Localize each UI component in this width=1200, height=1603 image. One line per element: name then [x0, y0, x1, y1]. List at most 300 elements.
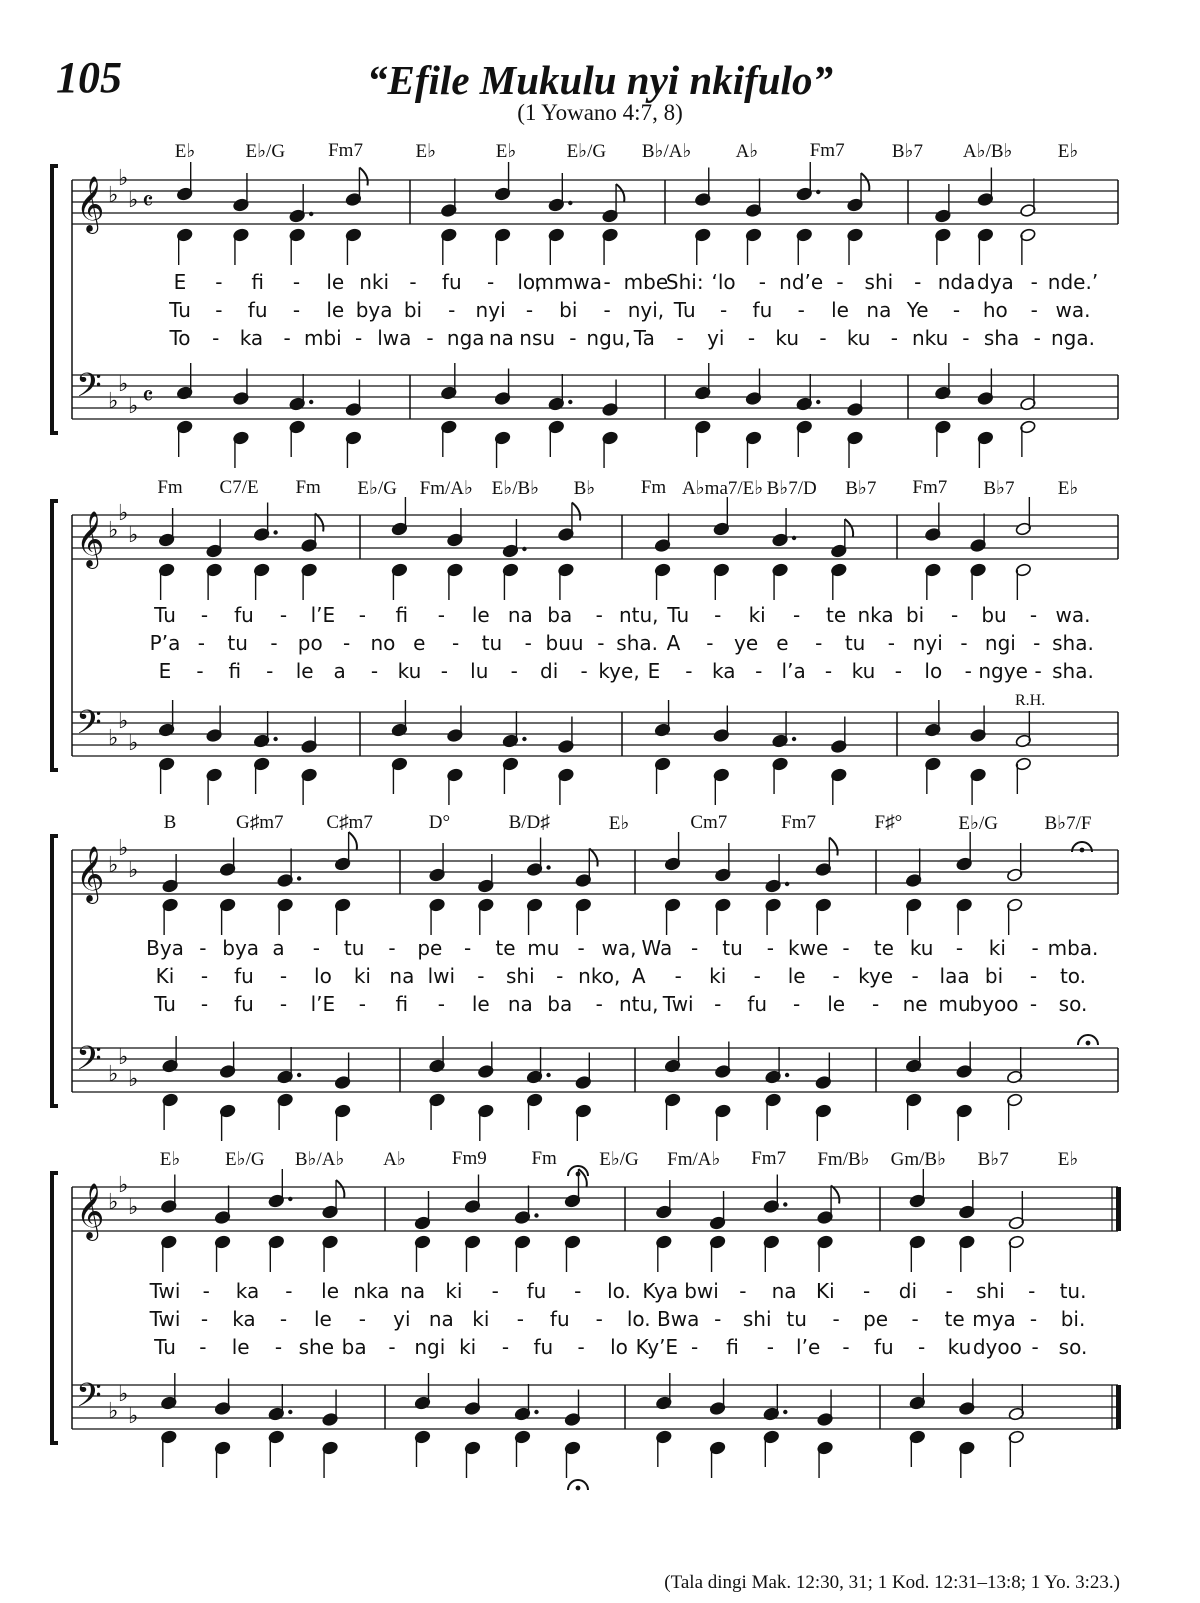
key-flat: ♭ — [108, 1190, 119, 1215]
chord-symbol: Fm/A♭ — [667, 1149, 721, 1170]
chord-symbol: E♭ — [174, 141, 196, 162]
chord-symbol: E♭ — [159, 1149, 181, 1170]
lyric-hyphen: - — [911, 1307, 919, 1331]
lyric-syllable: Tu — [154, 603, 176, 627]
lyric-syllable: bu — [981, 603, 1007, 627]
chord-symbol: B♭7/D — [766, 478, 817, 499]
lyric-hyphen: - — [824, 659, 833, 683]
lyric-hyphen: - — [358, 1307, 366, 1331]
lyric-syllable: wa, — [601, 936, 637, 960]
lyric-hyphen: - — [955, 936, 964, 960]
dot — [546, 865, 550, 869]
lyric-hyphen: - — [200, 992, 209, 1016]
lyric-hyphen: - — [887, 631, 895, 655]
lyric-hyphen: - — [279, 603, 288, 627]
lyric-syllable: fu — [752, 298, 773, 322]
lyric-syllable: Ky’E — [635, 1335, 679, 1359]
lyric-hyphen: - — [706, 631, 714, 655]
lyric-hyphen: - — [200, 603, 209, 627]
lyric-syllable: nda — [937, 270, 976, 294]
dot — [522, 737, 526, 741]
chord-symbol: E♭/B♭ — [491, 478, 540, 499]
lyric-syllable: she — [298, 1335, 335, 1359]
lyric-syllable: ka — [235, 1279, 260, 1303]
lyric-syllable: fu — [873, 1335, 894, 1359]
lyric-hyphen: - — [815, 631, 823, 655]
chord-symbol: B♭7 — [983, 478, 1015, 499]
lyric-syllable: sha — [983, 326, 1020, 350]
lyric-hyphen: - — [819, 326, 827, 350]
chord-symbol: A♭ma7/E♭ — [681, 478, 764, 499]
lyric-syllable: Shi: — [665, 270, 704, 294]
lyric-syllable: To — [169, 326, 191, 350]
lyric-hyphen: - — [832, 1307, 840, 1331]
treble-clef: 𝄞 — [76, 1183, 105, 1239]
lyric-syllable: e — [776, 631, 789, 655]
lyric-hyphen: - — [1033, 631, 1041, 655]
bass-clef: 𝄢 — [76, 1040, 102, 1086]
chord-symbol: Fm9 — [451, 1148, 487, 1169]
system-bracket — [52, 1173, 58, 1443]
lyric-syllable: sha. — [616, 631, 659, 655]
dot — [297, 1073, 301, 1077]
lyric-hyphen: - — [270, 631, 278, 655]
lyric-syllable: lo, — [517, 270, 542, 294]
lyric-hyphen: - — [464, 936, 472, 960]
lyric-syllable: bi. — [1060, 1307, 1086, 1331]
lyric-syllable: ki — [353, 964, 371, 988]
lyric-hyphen: - — [691, 1335, 699, 1359]
lyric-syllable: kye, — [598, 659, 640, 683]
lyric-syllable: byoo — [969, 992, 1019, 1016]
key-flat: ♭ — [108, 518, 119, 543]
lyric-syllable: fi — [726, 1335, 739, 1359]
lyric-syllable: sha. — [1052, 631, 1094, 655]
lyric-hyphen: - — [1030, 270, 1038, 294]
lyric-hyphen: - — [524, 631, 532, 655]
lyric-hyphen: - — [685, 659, 693, 683]
treble-staff — [72, 515, 1118, 559]
lyric-hyphen: - — [580, 659, 588, 683]
lyric-hyphen: - — [215, 270, 223, 294]
lyric-syllable: bi — [559, 298, 578, 322]
bass-staff — [72, 375, 1118, 419]
lyric-hyphen: - — [274, 1335, 283, 1359]
lyric-hyphen: - — [266, 659, 274, 683]
treble-clef: 𝄞 — [76, 511, 105, 567]
lyric-syllable: fu — [533, 1335, 554, 1359]
chord-symbol: Gm/B♭ — [890, 1149, 947, 1170]
key-flat: ♭ — [128, 1067, 139, 1092]
hymn-title: “Efile Mukulu nyi nkifulo” — [367, 57, 833, 103]
lyric-hyphen: - — [674, 964, 682, 988]
lyric-syllable: ba — [547, 603, 573, 627]
key-flat: ♭ — [108, 726, 119, 751]
key-flat: ♭ — [118, 709, 129, 734]
dot — [534, 1213, 538, 1217]
lyric-syllable: so. — [1058, 992, 1088, 1016]
lyric-syllable: ba — [547, 992, 573, 1016]
lyric-syllable: Wa — [641, 936, 673, 960]
lyric-syllable: E — [647, 659, 661, 683]
key-flat: ♭ — [128, 1195, 139, 1220]
lyric-syllable: l’e — [796, 1335, 821, 1359]
dot — [288, 1410, 292, 1414]
lyric-syllable: so. — [1058, 1335, 1088, 1359]
lyric-syllable: Bwa — [657, 1307, 700, 1331]
lyric-syllable: ngye — [978, 659, 1028, 683]
final-barline — [1116, 1187, 1121, 1231]
key-flat: ♭ — [118, 1173, 129, 1198]
lyric-hyphen: - — [370, 659, 379, 683]
chord-symbol: F♯° — [874, 812, 903, 833]
lyric-hyphen: - — [755, 659, 763, 683]
lyric-syllable: no — [370, 631, 396, 655]
lyric-syllable: lwi — [427, 964, 456, 988]
lyric-hyphen: - — [691, 936, 699, 960]
key-flat: ♭ — [118, 1382, 129, 1407]
lyric-syllable: nd’e — [779, 270, 824, 294]
lyric-hyphen: - — [832, 964, 840, 988]
lyric-hyphen: - — [510, 659, 518, 683]
lyric-syllable: fi — [251, 270, 264, 294]
lyric-hyphen: - — [197, 631, 205, 655]
lyric-hyphen: - — [212, 326, 220, 350]
chord-symbol: A♭ — [735, 141, 759, 162]
dot — [273, 737, 277, 741]
lyric-hyphen: - — [200, 1307, 209, 1331]
lyric-hyphen: - — [279, 992, 288, 1016]
lyric-syllable: ‘lo — [711, 270, 736, 294]
treble-clef: 𝄞 — [76, 846, 105, 902]
lyric-hyphen: - — [388, 1335, 396, 1359]
lyric-hyphen: - — [863, 1279, 871, 1303]
lyric-hyphen: - — [797, 298, 805, 322]
lyric-syllable: bi — [905, 603, 925, 627]
lyric-syllable: le — [471, 992, 490, 1016]
note-flag — [579, 1169, 587, 1187]
dot — [273, 530, 277, 534]
lyric-hyphen: - — [758, 270, 766, 294]
lyric-syllable: A — [666, 631, 681, 655]
key-flat: ♭ — [108, 1062, 119, 1087]
lyric-syllable: le — [831, 298, 849, 322]
chord-symbol: B♭7 — [845, 478, 877, 499]
lyric-hyphen: - — [451, 631, 460, 655]
lyric-syllable: nka — [353, 1279, 390, 1303]
lyric-syllable: l’E — [310, 603, 336, 627]
lyric-hyphen: - — [595, 1307, 603, 1331]
dot — [783, 1410, 787, 1414]
lyric-syllable: di — [540, 659, 559, 683]
lyric-syllable: tu — [481, 631, 503, 655]
lyric-hyphen: - — [1030, 298, 1038, 322]
lyric-syllable: Twi — [149, 1279, 181, 1303]
chord-symbol: B♭ — [573, 478, 596, 499]
lyric-syllable: bwi — [684, 1279, 719, 1303]
lyric-syllable: ki — [709, 964, 727, 988]
chord-symbol: C♯m7 — [326, 812, 373, 833]
lyric-hyphen: - — [603, 270, 611, 294]
lyric-syllable: kwe — [788, 936, 829, 960]
chord-symbol: E♭ — [415, 141, 437, 162]
lyric-hyphen: - — [1029, 964, 1038, 988]
lyric-hyphen: - — [952, 298, 961, 322]
lyric-hyphen: - — [595, 603, 603, 627]
lyric-syllable: fu — [549, 1307, 570, 1331]
lyric-syllable: le — [326, 270, 345, 294]
lyric-syllable: sha. — [1052, 659, 1094, 683]
lyric-syllable: Ye — [906, 298, 929, 322]
lyric-syllable: lwa — [377, 326, 412, 350]
lyric-hyphen: - — [950, 603, 959, 627]
lyric-syllable: fi — [395, 992, 409, 1016]
lyric-hyphen: - — [960, 631, 968, 655]
lyric-hyphen: - — [1028, 1279, 1036, 1303]
lyric-syllable: ki — [748, 603, 766, 627]
lyric-syllable: le — [471, 603, 490, 627]
fermata-dot — [1086, 1041, 1091, 1046]
lyric-syllable: e — [413, 631, 426, 655]
lyric-syllable: ka — [239, 326, 264, 350]
chord-symbol: E♭ — [1057, 478, 1079, 499]
note-flag — [861, 173, 869, 191]
note-flag — [831, 1186, 839, 1204]
chord-symbol: Fm7 — [328, 140, 363, 161]
lyric-hyphen: - — [836, 270, 844, 294]
lyric-syllable: P’a — [149, 631, 181, 655]
lyric-syllable: te — [495, 936, 516, 960]
lyric-hyphen: - — [842, 1335, 850, 1359]
key-flat: ♭ — [118, 1045, 129, 1070]
lyric-syllable: Kya — [642, 1279, 679, 1303]
lyric-syllable: lu — [470, 659, 489, 683]
chord-symbol: A♭ — [383, 1149, 406, 1170]
lyric-hyphen: - — [793, 603, 801, 627]
lyric-syllable: wa. — [1055, 603, 1091, 627]
lyric-syllable: nga. — [1051, 326, 1095, 350]
lyric-hyphen: - — [440, 659, 448, 683]
lyric-syllable: ka — [712, 659, 736, 683]
note-flag — [349, 832, 357, 850]
system-bracket — [52, 166, 58, 433]
lyric-syllable: dyoo — [972, 1335, 1022, 1359]
key-flat: ♭ — [128, 188, 139, 213]
lyric-syllable: lo — [610, 1335, 628, 1359]
lyric-syllable: shi — [742, 1307, 772, 1331]
lyric-hyphen: - — [388, 936, 396, 960]
lyric-syllable: ku — [846, 326, 871, 350]
chord-symbol: B♭7 — [977, 1149, 1009, 1170]
lyric-syllable: a — [272, 936, 285, 960]
dot — [785, 1073, 789, 1077]
lyric-syllable: kye — [858, 964, 894, 988]
lyric-hyphen: - — [739, 1279, 747, 1303]
lyric-syllable: fu — [234, 603, 254, 627]
lyric-syllable: fu — [247, 298, 268, 322]
lyric-syllable: nde.’ — [1047, 270, 1099, 294]
lyric-syllable: le — [827, 992, 846, 1016]
lyric-syllable: po — [297, 631, 323, 655]
lyric-syllable: Ta — [633, 326, 655, 350]
lyric-syllable: lo. — [607, 1279, 631, 1303]
lyric-hyphen: - — [719, 298, 728, 322]
lyric-syllable: laa — [939, 964, 970, 988]
chord-symbol: E♭ — [495, 141, 517, 162]
lyric-syllable: ku — [851, 659, 876, 683]
lyric-hyphen: - — [747, 326, 756, 350]
lyric-hyphen: - — [766, 1335, 774, 1359]
key-flat: ♭ — [118, 166, 129, 191]
lyric-hyphen: - — [842, 936, 850, 960]
lyric-syllable: le — [321, 1279, 340, 1303]
chord-symbol: B — [163, 812, 177, 833]
dot — [792, 536, 796, 540]
note-flag — [845, 519, 853, 537]
footer-references: (Tala dingi Mak. 12:30, 31; 1 Kod. 12:31–13:8; 1 Yo. 3:23.) — [664, 1572, 1120, 1593]
lyric-syllable: ho — [982, 298, 1008, 322]
lyric-syllable: yi — [393, 1307, 411, 1331]
lyric-syllable: tu — [786, 1307, 807, 1331]
lyric-syllable: na — [866, 298, 892, 322]
lyric-syllable: Tu — [169, 298, 191, 322]
dot — [568, 201, 572, 205]
lyric-syllable: ku — [909, 936, 934, 960]
chord-symbol: B♭7/F — [1044, 813, 1092, 834]
lyric-syllable: nyi — [475, 298, 506, 322]
lyric-syllable: buu — [545, 631, 584, 655]
lyric-syllable: Tu — [154, 992, 176, 1016]
bass-clef: 𝄢 — [76, 1377, 102, 1423]
lyric-syllable: ntu, — [618, 603, 659, 627]
dot — [783, 1202, 787, 1206]
lyric-syllable: ki — [445, 1279, 463, 1303]
lyric-syllable: ku — [775, 326, 800, 350]
lyric-syllable: tu — [844, 631, 866, 655]
lyric-syllable: ki — [459, 1335, 477, 1359]
chord-symbol: Fm7 — [781, 812, 817, 833]
chord-symbol: B♭/A♭ — [641, 141, 692, 162]
lyric-syllable: yi — [707, 326, 725, 350]
chord-symbol: A♭/B♭ — [962, 141, 1013, 162]
chord-symbol: G♯m7 — [236, 812, 284, 833]
lyric-syllable: bi — [984, 964, 1004, 988]
lyric-syllable: E — [173, 270, 187, 294]
key-flat: ♭ — [128, 523, 139, 548]
lyric-syllable: te — [826, 603, 847, 627]
lyric-syllable: bya — [355, 298, 393, 322]
lyric-syllable: Twi — [662, 992, 694, 1016]
lyric-hyphen: - — [1029, 603, 1038, 627]
lyric-syllable: ngu, — [586, 326, 631, 350]
lyric-hyphen: - — [200, 964, 209, 988]
chord-symbol: D° — [428, 812, 451, 833]
lyric-hyphen: - — [486, 270, 495, 294]
key-flat: ♭ — [108, 183, 119, 208]
lyric-syllable: lo. — [626, 1307, 651, 1331]
treble-staff — [72, 180, 1118, 224]
lyric-hyphen: - — [437, 603, 445, 627]
lyric-hyphen: - — [202, 1279, 210, 1303]
lyric-hyphen: - — [911, 964, 919, 988]
lyric-syllable: di — [898, 1279, 918, 1303]
lyric-syllable: tu — [722, 936, 743, 960]
chord-symbol: E♭/G — [245, 141, 286, 162]
lyric-hyphen: - — [714, 1307, 722, 1331]
lyric-syllable: mbe — [623, 270, 669, 294]
note-flag — [572, 503, 580, 521]
chord-symbol: E♭/G — [599, 1149, 639, 1170]
chord-symbol: B♭/A♭ — [294, 1149, 345, 1170]
lyric-hyphen: - — [577, 1335, 585, 1359]
lyric-syllable: tu — [343, 936, 365, 960]
lyric-hyphen: - — [890, 326, 898, 350]
lyric-hyphen: - — [964, 659, 972, 683]
system-bracket — [52, 836, 58, 1106]
key-flat: ♭ — [118, 501, 129, 526]
lyric-syllable: fu — [441, 270, 462, 294]
chord-symbol: Fm7 — [809, 140, 845, 161]
lyric-syllable: l’E — [310, 992, 336, 1016]
lyric-hyphen: - — [676, 326, 684, 350]
lyric-hyphen: - — [426, 326, 434, 350]
lyric-hyphen: - — [358, 603, 366, 627]
lyric-syllable: fu — [526, 1279, 547, 1303]
lyric-hyphen: - — [501, 1335, 510, 1359]
lyric-hyphen: - — [569, 326, 577, 350]
lyric-hyphen: - — [292, 270, 301, 294]
lyric-syllable: shi — [505, 964, 535, 988]
chord-symbol: Fm7 — [912, 477, 948, 498]
lyric-hyphen: - — [199, 936, 207, 960]
lyric-hyphen: - — [1033, 326, 1041, 350]
lyric-syllable: na — [507, 992, 533, 1016]
lyric-hyphen: - — [285, 1279, 293, 1303]
lyric-syllable: ki — [988, 936, 1006, 960]
key-flat: ♭ — [108, 1399, 119, 1424]
lyric-hyphen: - — [603, 298, 611, 322]
dot — [816, 400, 820, 404]
lyric-syllable: mba. — [1047, 936, 1099, 960]
lyric-syllable: wa. — [1055, 298, 1091, 322]
lyric-syllable: nku — [911, 326, 949, 350]
bass-clef: 𝄢 — [76, 367, 102, 413]
lyric-hyphen: - — [358, 992, 366, 1016]
lyric-hyphen: - — [437, 992, 445, 1016]
lyric-syllable: tu. — [1059, 1279, 1087, 1303]
chord-symbol: C7/E — [219, 477, 259, 498]
lyric-syllable: mu — [527, 936, 560, 960]
common-time: 𝄴 — [142, 187, 154, 217]
lyric-syllable: fu — [234, 992, 254, 1016]
lyric-syllable: nyi — [912, 631, 943, 655]
lyric-syllable: Ki — [816, 1279, 835, 1303]
lyric-hyphen: - — [1031, 936, 1039, 960]
lyric-hyphen: - — [491, 1279, 499, 1303]
chord-symbol: E♭/G — [566, 141, 607, 162]
lyric-hyphen: - — [312, 936, 320, 960]
lyric-syllable: dya — [976, 270, 1014, 294]
fermata-dot — [576, 1172, 581, 1177]
lyric-syllable: na — [771, 1279, 797, 1303]
lyric-syllable: ki — [472, 1307, 490, 1331]
chord-symbol: B♭7 — [891, 141, 924, 162]
lyric-syllable: nsu — [519, 326, 556, 350]
key-flat: ♭ — [128, 1404, 139, 1429]
lyric-syllable: na — [507, 603, 533, 627]
lyric-hyphen: - — [525, 298, 534, 322]
lyric-syllable: bi — [403, 298, 423, 322]
